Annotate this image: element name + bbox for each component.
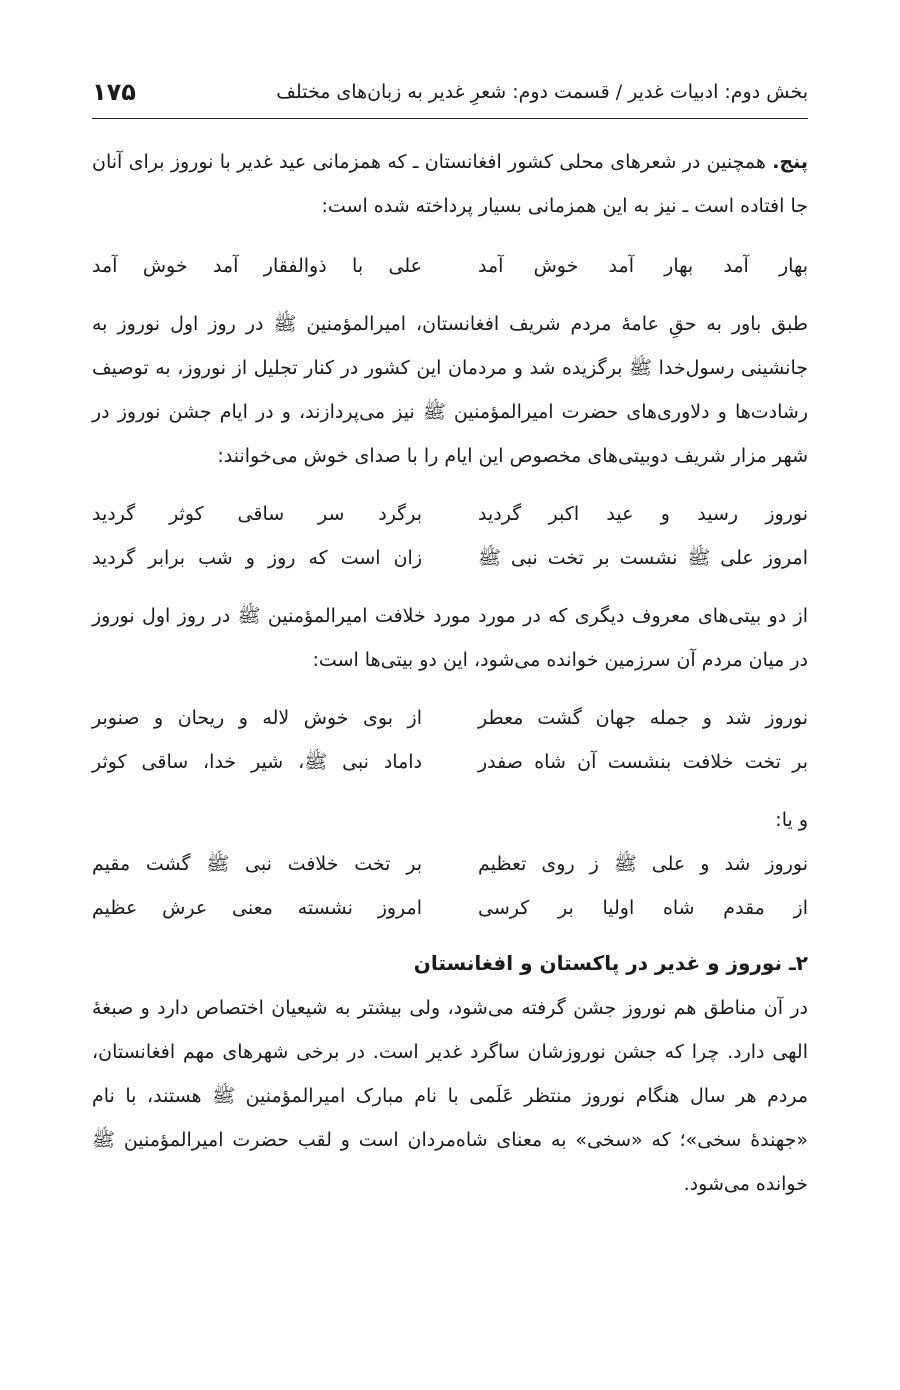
paragraph-4: در آن مناطق هم نوروز جشن گرفته می‌شود، ولی بیشتر به شیعیان اختصاص دارد و صبغهٔ الهی دارد. چرا که جشن نوروزشان ساگرد غدیر است. در برخی شهرهای مهم افغانستان، مردم هر سال هنگام نوروز منتظر عَلَمی با نام مبارک امیرالمؤمنین ﷺ هستند، با نام «جهندهٔ سخی»؛ که «سخی» به معنای شاه‌مردان است و لقب حضرت امیرالمؤمنین ﷺ خوانده می‌شود. <box>92 997 808 1195</box>
page-header <box>92 66 808 118</box>
paragraph-lead: پنج. <box>772 151 808 173</box>
paragraph-3: از دو بیتی‌های معروف دیگری که در مورد مورد خلافت امیرالمؤمنین ﷺ در روز اول نوروز در میان مردم آن سرزمین خوانده می‌شود، این دو بیتی‌ها است: <box>92 605 808 671</box>
verse-hemistich-right: بر تخت خلافت بنشست آن شاه صفدر <box>478 751 808 773</box>
verse-hemistich-right: نوروز رسید و عید اکبر گردید <box>478 503 808 525</box>
running-title: بخش دوم: ادبیات غدیر / قسمت دوم: شعرِ غدیر به زبان‌های مختلف <box>276 81 808 103</box>
verse-line <box>92 740 808 784</box>
verse-hemistich-left: امروز نشسته معنی عرش عظیم <box>92 897 422 919</box>
verse-line <box>92 886 808 930</box>
verse-hemistich-left: از بوی خوش لاله و ریحان و صنوبر <box>92 707 422 729</box>
paragraph-1-text: همچنین در شعرهای محلی کشور افغانستان ـ که همزمانی عید غدیر با نوروز برای آنان جا افتاده است ـ نیز به این همزمانی بسیار پرداخته شده است: <box>92 151 808 217</box>
verse-hemistich-left: بر تخت خلافت نبی ﷺ گشت مقیم <box>92 853 422 875</box>
page-number: ۱۷۵ <box>92 78 136 106</box>
verse-hemistich-right: بهار آمد بهار آمد خوش آمد <box>478 255 808 277</box>
verse-hemistich-left: داماد نبی ﷺ، شیر خدا، ساقی کوثر <box>92 751 422 773</box>
verse-line <box>92 492 808 536</box>
verse-hemistich-left: برگرد سر ساقی کوثر گردید <box>92 503 422 525</box>
section-heading: ۲ـ نوروز و غدیر در پاکستان و افغانستان <box>413 951 808 975</box>
verse-hemistich-right: نوروز شد و علی ﷺ ز روی تعظیم <box>478 853 808 875</box>
verse-line <box>92 696 808 740</box>
verse-line <box>92 244 808 288</box>
verse-hemistich-right: از مقدم شاه اولیا بر کرسی <box>478 897 808 919</box>
verse-line <box>92 842 808 886</box>
paragraph-1 <box>92 140 808 228</box>
verse-hemistich-left: علی با ذوالفقار آمد خوش آمد <box>92 255 422 277</box>
verse-hemistich-right: امروز علی ﷺ نشست بر تخت نبی ﷺ <box>478 547 808 569</box>
verse-hemistich-right: نوروز شد و جمله جهان گشت معطر <box>478 707 808 729</box>
header-divider <box>92 118 808 119</box>
paragraph-2: طبق باور به حقِ عامهٔ مردم شریف افغانستان، امیرالمؤمنین ﷺ در روز اول نوروز به جانشینی رسول‌خدا ﷺ برگزیده شد و مردمان این کشور در کنار تجلیل از نوروز، به توصیف رشادت‌ها و دلاوری‌های حضرت امیرالمؤمنین ﷺ نیز می‌پردازند، و در ایام جشن نوروز در شهر مزار شریف دوبیتی‌های مخصوص این ایام را با صدای خوش می‌خوانند: <box>92 313 808 467</box>
or-text: و یا: <box>775 809 808 831</box>
verse-hemistich-left: زان است که روز و شب برابر گردید <box>92 547 422 569</box>
page-body <box>92 140 808 1206</box>
verse-line <box>92 536 808 580</box>
